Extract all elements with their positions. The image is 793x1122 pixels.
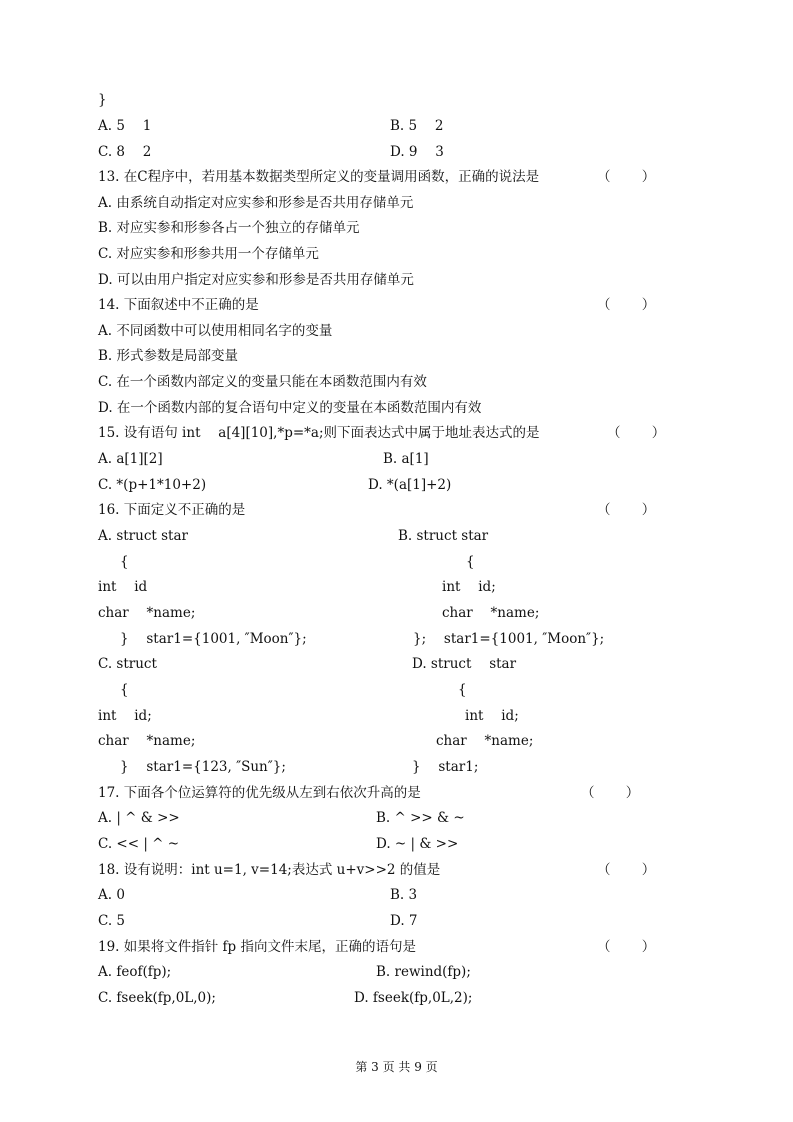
q16-option-b-line-1: int id;	[442, 579, 496, 595]
q13-option-a: A. 由系统自动指定对应实参和形参是否共用存储单元	[98, 195, 414, 211]
q16-option-c-line-1: int id;	[98, 708, 152, 724]
page-number-footer: 第 3 页 共 9 页	[355, 1060, 438, 1074]
q14-answer-paren: （ ）	[597, 297, 656, 313]
q13-stem: 13. 在C程序中，若用基本数据类型所定义的变量调用函数，正确的说法是	[98, 169, 540, 185]
q16-option-b-open-brace: {	[466, 554, 475, 570]
q17-answer-paren: （ ）	[581, 785, 640, 801]
q15-option-b: B. a[1]	[383, 451, 429, 467]
q17-option-b: B. ^ >> & ~	[376, 810, 465, 826]
q13-option-d: D. 可以由用户指定对应实参和形参是否共用存储单元	[98, 272, 414, 288]
q13-option-c: C. 对应实参和形参共用一个存储单元	[98, 246, 319, 262]
q14-option-c: C. 在一个函数内部定义的变量只能在本函数范围内有效	[98, 374, 427, 390]
q17-option-a: A. | ^ & >>	[98, 810, 180, 826]
q16-option-c-head: C. struct	[98, 656, 157, 672]
q15-option-c: C. *(p+1*10+2)	[98, 477, 207, 493]
q13-answer-paren: （ ）	[597, 169, 656, 185]
q16-option-c-open-brace: {	[120, 682, 129, 698]
q16-stem: 16. 下面定义不正确的是	[98, 502, 246, 518]
q19-stem: 19. 如果将文件指针 fp 指向文件末尾，正确的语句是	[98, 939, 416, 955]
q14-option-a: A. 不同函数中可以使用相同名字的变量	[98, 323, 333, 339]
q16-option-c-close: } star1={123, ″Sun″};	[120, 759, 286, 775]
q12-option-d: D. 9 3	[390, 144, 444, 160]
q19-option-b: B. rewind(fp);	[376, 964, 471, 980]
q17-stem: 17. 下面各个位运算符的优先级从左到右依次升高的是	[98, 785, 421, 801]
q12-option-c: C. 8 2	[98, 144, 152, 160]
q19-option-d: D. fseek(fp,0L,2);	[354, 990, 473, 1006]
q16-option-a-head: A. struct star	[98, 528, 188, 544]
q16-option-a-line-1: int id	[98, 579, 148, 595]
q19-option-a: A. feof(fp);	[98, 964, 172, 980]
q18-option-d: D. 7	[390, 913, 418, 929]
q18-option-c: C. 5	[98, 913, 126, 929]
q17-option-c: C. << | ^ ~	[98, 836, 180, 852]
q18-answer-paren: （ ）	[597, 862, 656, 878]
q16-option-a-line-2: char *name;	[98, 605, 196, 621]
q16-option-d-line-2: char *name;	[436, 733, 534, 749]
q16-option-b-close: }; star1={1001, ″Moon″};	[413, 631, 605, 647]
q16-option-d-close: } star1;	[412, 759, 479, 775]
q19-option-c: C. fseek(fp,0L,0);	[98, 990, 216, 1006]
q19-answer-paren: （ ）	[597, 939, 656, 955]
q16-option-c-line-2: char *name;	[98, 733, 196, 749]
q16-option-a-close: } star1={1001, ″Moon″};	[120, 631, 307, 647]
q14-stem: 14. 下面叙述中不正确的是	[98, 297, 259, 313]
q15-stem: 15. 设有语句 int a[4][10],*p=*a;则下面表达式中属于地址表达式的是	[98, 425, 540, 441]
q14-option-b: B. 形式参数是局部变量	[98, 348, 239, 364]
q18-option-a: A. 0	[98, 887, 125, 903]
q16-option-d-open-brace: {	[458, 682, 467, 698]
q18-stem: 18. 设有说明：int u=1, v=14;表达式 u+v>>2 的值是	[98, 862, 441, 878]
q12-option-a: A. 5 1	[98, 118, 152, 134]
q15-option-d: D. *(a[1]+2)	[368, 477, 452, 493]
q16-option-b-line-2: char *name;	[442, 605, 540, 621]
q13-option-b: B. 对应实参和形参各占一个独立的存储单元	[98, 220, 360, 236]
q14-option-d: D. 在一个函数内部的复合语句中定义的变量在本函数范围内有效	[98, 400, 482, 416]
q16-answer-paren: （ ）	[597, 502, 656, 518]
q15-answer-paren: （ ）	[607, 425, 666, 441]
q17-option-d: D. ~ | & >>	[376, 836, 459, 852]
q15-option-a: A. a[1][2]	[98, 451, 163, 467]
q16-option-a-open-brace: {	[120, 554, 129, 570]
closing-brace: }	[98, 92, 107, 108]
q12-option-b: B. 5 2	[390, 118, 444, 134]
q16-option-b-head: B. struct star	[398, 528, 489, 544]
q16-option-d-line-1: int id;	[465, 708, 519, 724]
q16-option-d-head: D. struct star	[412, 656, 517, 672]
q18-option-b: B. 3	[390, 887, 418, 903]
